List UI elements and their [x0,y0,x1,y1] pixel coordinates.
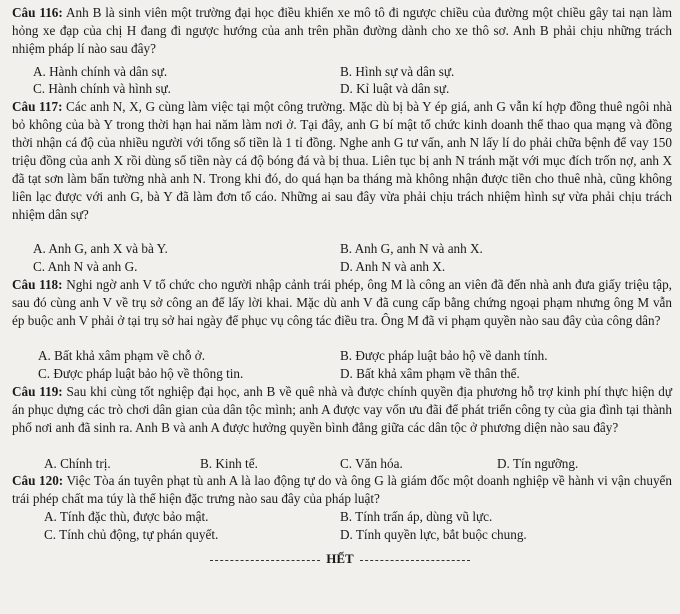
option-d[interactable]: D. Bất khả xâm phạm về thân thể. [340,366,520,381]
question-number: Câu 118: [12,277,63,292]
end-label: HẾT [326,551,354,566]
question-number: Câu 119: [12,384,63,399]
option-b[interactable]: B. Kinh tế. [200,456,258,471]
question-116 [12,4,672,58]
option-a[interactable]: A. Chính trị. [44,456,111,471]
question-117 [12,98,672,224]
question-119 [12,383,672,437]
option-c[interactable]: C. Được pháp luật bảo hộ về thông tin. [38,366,244,381]
end-marker [200,551,480,567]
question-118 [12,276,672,330]
option-c[interactable]: C. Văn hóa. [340,456,403,471]
option-b[interactable]: B. Tính trấn áp, dùng vũ lực. [340,509,493,524]
question-text: Việc Tòa án tuyên phạt tù anh A là lao động tự do và ông G là giám đốc một doanh nghiệp về hành vi vận chuyển trái phép chất ma túy là thể hiện đặc trưng nào sau đây của pháp luật? [12,473,672,506]
question-text: Các anh N, X, G cùng làm việc tại một công trường. Mặc dù bị bà Y ép giá, anh G vẫn kí hợp đồng thuê ngôi nhà bỏ không của bà Y trong thời hạn hai năm làm nơi ở. Tại đây, anh G bí mật tổ chức kinh doanh thể thao qua mạng và đồng thời nhận cá độ của nhiều người với tổng số tiền là 1 tỉ đồng. Nghe anh G tư vấn, anh N lấy lí do phải chữa bệnh để vay 150 triệu đồng của anh X rồi dùng số tiền này cá độ bóng đá và bị thua. Liên tục bị anh N tránh mặt với mục đích trốn nợ, anh X đã tạt sơn làm bẩn tường nhà anh N. Trong khi đó, do quá hạn ba tháng mà không nhận được tiền cho thuê nhà, cũng không liên lạc được với anh G, bà Y đã làm đơn tố cáo. Những ai sau đây vừa phải chịu trách nhiệm hình sự vừa phải chịu trách nhiệm dân sự? [12,99,672,222]
option-c[interactable]: C. Hành chính và hình sự. [33,81,171,96]
question-text: Sau khi cùng tốt nghiệp đại học, anh B về quê nhà và được chính quyền địa phương hỗ trợ kinh phí thực hiện dự án phục dựng các trò chơi dân gian của dân tộc mình; anh A được vay vốn ưu đãi để phát triển công ty của gia đình tại thành phố nơi anh đã sinh ra. Anh B và anh A được hưởng quyền bình đẳng giữa các dân tộc ở phương diện nào sau đây? [12,384,672,435]
option-b[interactable]: B. Anh G, anh N và anh X. [340,241,483,256]
option-d[interactable]: D. Anh N và anh X. [340,259,446,274]
question-120 [12,472,672,508]
option-d[interactable]: D. Kỉ luật và dân sự. [340,81,450,96]
option-a[interactable]: A. Hành chính và dân sự. [33,64,168,79]
option-a[interactable]: A. Bất khả xâm phạm về chỗ ở. [38,348,206,363]
option-c[interactable]: C. Tính chủ động, tự phán quyết. [44,527,219,542]
option-b[interactable]: B. Được pháp luật bảo hộ về danh tính. [340,348,548,363]
question-number: Câu 120: [12,473,64,488]
option-b[interactable]: B. Hình sự và dân sự. [340,64,455,79]
question-number: Câu 116: [12,5,63,20]
question-text: Nghi ngờ anh V tổ chức cho người nhập cảnh trái phép, ông M là công an viên đã đến nhà anh đưa giấy triệu tập, sau đó cùng anh V về trụ sở công an để lấy lời khai. Mặc dù anh V đã cung cấp bằng chứng ngoại phạm nhưng ông M vẫn ép buộc anh V phải ở tại trụ sở hai ngày để phục vụ công tác điều tra. Ông M đã vi phạm quyền nào sau đây của công dân? [12,277,672,328]
option-d[interactable]: D. Tín ngưỡng. [497,456,579,471]
divider-right [360,560,470,561]
divider-left [210,560,320,561]
option-a[interactable]: A. Tính đặc thù, được bảo mật. [44,509,209,524]
question-number: Câu 117: [12,99,63,114]
option-d[interactable]: D. Tính quyền lực, bắt buộc chung. [340,527,527,542]
question-text: Anh B là sinh viên một trường đại học điều khiển xe mô tô đi ngược chiều của đường một chiều gây tai nạn làm hỏng xe đạp của chị H đang đi ngược hướng của anh trên phần đường dành cho xe thô sơ. Anh B phải chịu những trách nhiệm pháp lí nào sau đây? [12,5,672,56]
option-c[interactable]: C. Anh N và anh G. [33,259,138,274]
option-a[interactable]: A. Anh G, anh X và bà Y. [33,241,168,256]
